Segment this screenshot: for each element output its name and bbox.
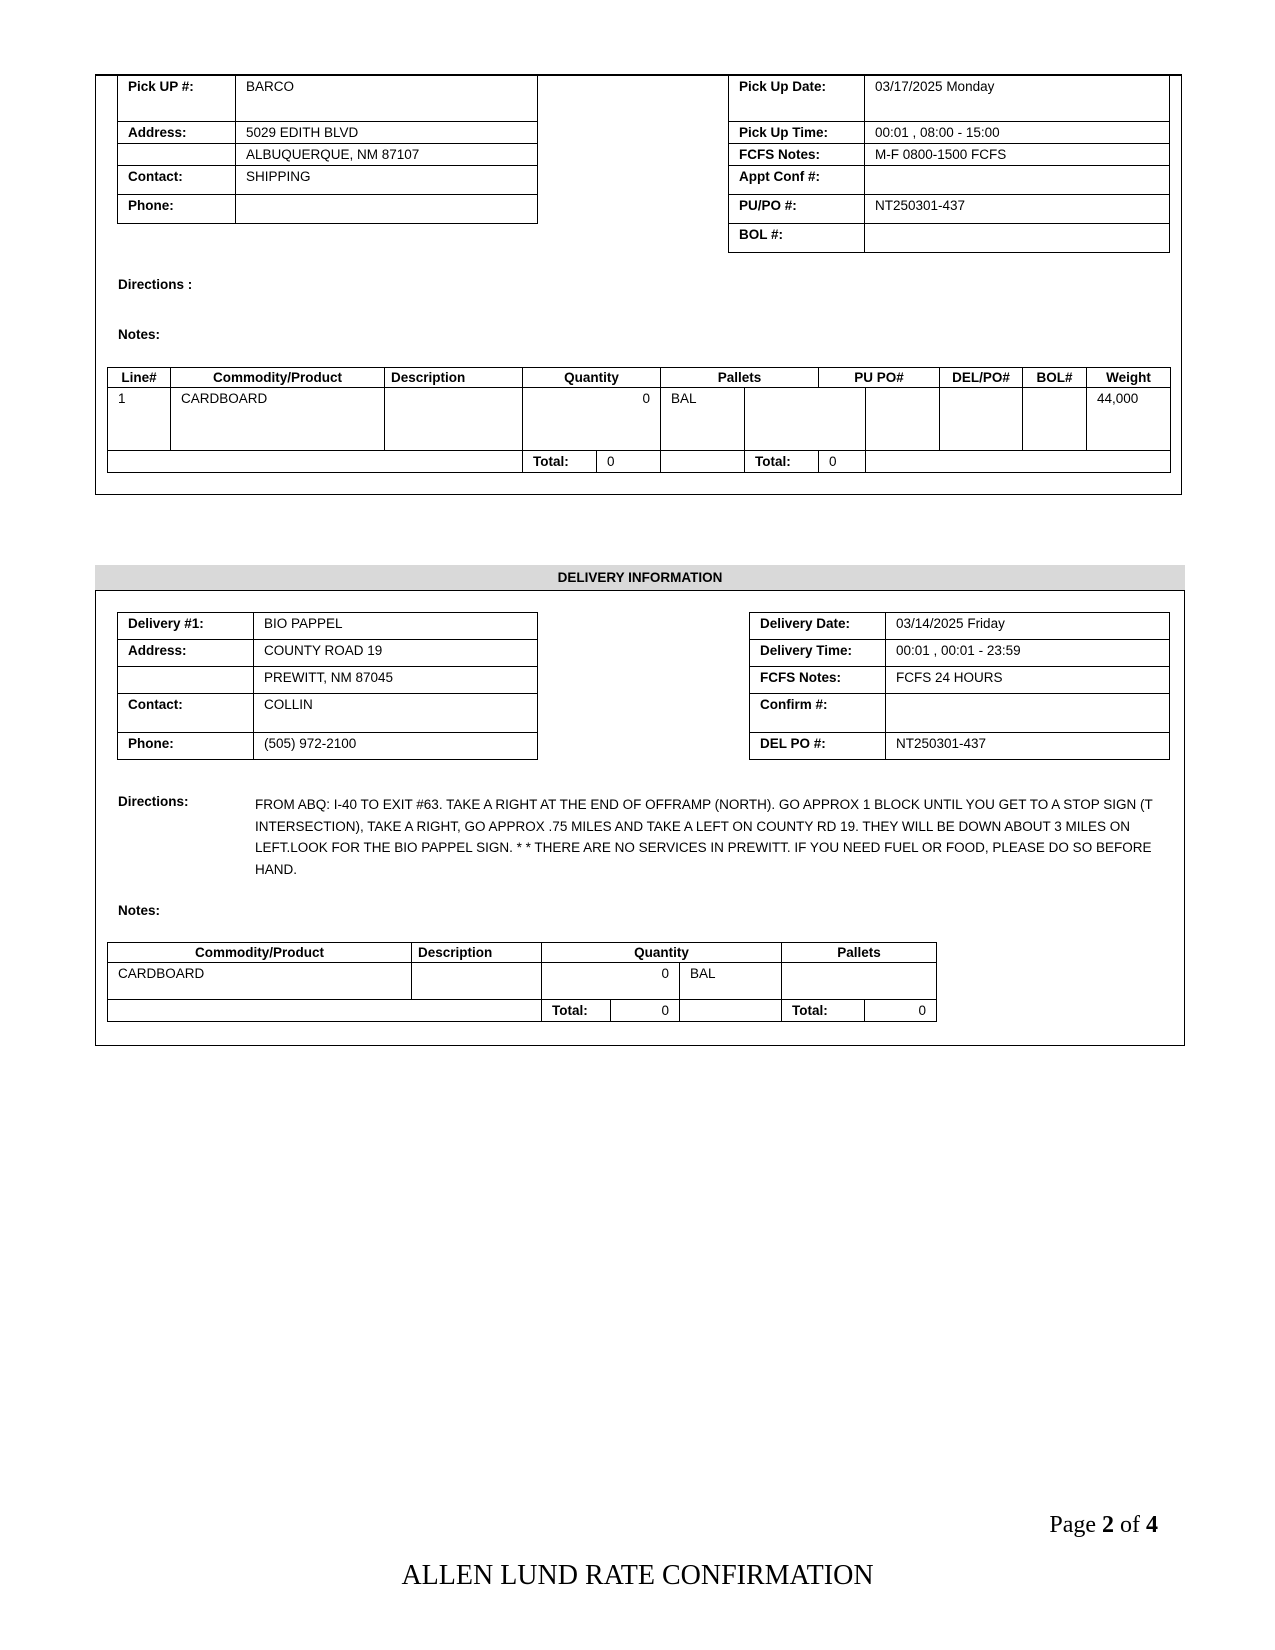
page-number — [1049, 1512, 1158, 1539]
pickup-address-label: Address: — [118, 122, 236, 144]
pickup-address-line2: ALBUQUERQUE, NM 87107 — [236, 144, 538, 166]
totals-right-spacer — [866, 451, 1171, 473]
pickup-contact-label: Contact: — [118, 166, 236, 195]
col-header-del-po: DEL/PO# — [940, 368, 1023, 388]
delivery-contact-value: COLLIN — [254, 694, 538, 733]
pickup-number-value: BARCO — [236, 76, 538, 122]
row-pallets — [745, 388, 866, 451]
delivery-directions-text: FROM ABQ: I-40 TO EXIT #63. TAKE A RIGHT AT THE END OF OFFRAMP (NORTH). GO APPROX 1 BLOCK UNTIL YOU GET TO A STOP SIGN (T INTERSECTION), TAKE A RIGHT, GO APPROX .75 MILES AND TAKE A LEFT ON COUNTY RD 19. THEY WILL BE DOWN ABOUT 3 MILES ON LEFT.LOOK FOR THE BIO PAPPEL SIGN. * * THERE ARE NO SERVICES IN PREWITT. IF YOU NEED FUEL OR FOOD, PLEASE DO SO BEFORE HAND. — [255, 797, 1153, 877]
delivery-contact-label: Contact: — [118, 694, 254, 733]
dcol-header-quantity: Quantity — [542, 943, 782, 963]
drow-commodity: CARDBOARD — [108, 963, 412, 1000]
col-header-pu-po: PU PO# — [819, 368, 940, 388]
dpallets-total-label: Total: — [782, 1000, 865, 1022]
delivery-confirm-value — [886, 694, 1170, 733]
pickup-phone-label: Phone: — [118, 195, 236, 224]
pickup-notes-label: Notes: — [118, 327, 161, 342]
delivery-po-value: NT250301-437 — [886, 733, 1170, 760]
pickup-appt-value — [865, 166, 1170, 195]
delivery-number-value: BIO PAPPEL — [254, 613, 538, 640]
page-of: of — [1114, 1512, 1146, 1538]
row-quantity: 0 — [523, 388, 661, 451]
page-current: 2 — [1102, 1512, 1114, 1538]
table-row — [108, 388, 1171, 451]
pickup-time-value: 00:01 , 08:00 - 15:00 — [865, 122, 1170, 144]
pickup-bol-label: BOL #: — [729, 224, 865, 253]
delivery-address-label: Address: — [118, 640, 254, 667]
dtotals-spacer — [108, 1000, 542, 1022]
drow-quantity: 0 — [542, 963, 680, 1000]
drow-unit: BAL — [680, 963, 782, 1000]
delivery-time-value: 00:01 , 00:01 - 23:59 — [886, 640, 1170, 667]
pickup-time-label: Pick Up Time: — [729, 122, 865, 144]
pallets-total-label: Total: — [745, 451, 819, 473]
col-header-bol: BOL# — [1023, 368, 1087, 388]
dcol-header-commodity: Commodity/Product — [108, 943, 412, 963]
dunit-total-blank — [680, 1000, 782, 1022]
dcol-header-pallets: Pallets — [782, 943, 937, 963]
delivery-address-line1: COUNTY ROAD 19 — [254, 640, 538, 667]
delivery-left-table — [117, 612, 538, 760]
delivery-confirm-label: Confirm #: — [750, 694, 886, 733]
pickup-contact-value: SHIPPING — [236, 166, 538, 195]
row-description — [385, 388, 523, 451]
unit-total-blank — [661, 451, 745, 473]
pallets-total-value: 0 — [819, 451, 866, 473]
page-total: 4 — [1146, 1512, 1158, 1538]
delivery-number-label: Delivery #1: — [118, 613, 254, 640]
col-header-line: Line# — [108, 368, 171, 388]
document-title: ALLEN LUND RATE CONFIRMATION — [401, 1560, 874, 1591]
table-row — [108, 963, 937, 1000]
pickup-po-label: PU/PO #: — [729, 195, 865, 224]
col-header-commodity: Commodity/Product — [171, 368, 385, 388]
qty-total-value: 0 — [597, 451, 661, 473]
delivery-right-table — [749, 612, 1170, 760]
totals-row — [108, 1000, 937, 1022]
qty-total-label: Total: — [523, 451, 597, 473]
delivery-po-label: DEL PO #: — [750, 733, 886, 760]
pickup-fcfs-label: FCFS Notes: — [729, 144, 865, 166]
dpallets-total-value: 0 — [865, 1000, 937, 1022]
pickup-left-table — [117, 75, 538, 224]
delivery-fcfs-label: FCFS Notes: — [750, 667, 886, 694]
delivery-directions-label: Directions: — [118, 794, 189, 809]
pickup-po-value: NT250301-437 — [865, 195, 1170, 224]
pickup-address-line1: 5029 EDITH BLVD — [236, 122, 538, 144]
pickup-directions-label: Directions : — [118, 277, 193, 292]
pickup-appt-label: Appt Conf #: — [729, 166, 865, 195]
pickup-right-table — [728, 75, 1170, 253]
row-line: 1 — [108, 388, 171, 451]
delivery-notes-label: Notes: — [118, 903, 161, 918]
pickup-phone-value — [236, 195, 538, 224]
delivery-section-title: DELIVERY INFORMATION — [95, 565, 1185, 591]
delivery-phone-label: Phone: — [118, 733, 254, 760]
delivery-commodity-table — [107, 942, 937, 1022]
totals-row — [108, 451, 1171, 473]
drow-pallets — [782, 963, 937, 1000]
pickup-number-label: Pick UP #: — [118, 76, 236, 122]
delivery-time-label: Delivery Time: — [750, 640, 886, 667]
row-unit: BAL — [661, 388, 745, 451]
row-pu-po — [866, 388, 940, 451]
pickup-commodity-table — [107, 367, 1171, 473]
row-commodity: CARDBOARD — [171, 388, 385, 451]
row-del-po — [940, 388, 1023, 451]
delivery-address-line2: PREWITT, NM 87045 — [254, 667, 538, 694]
delivery-fcfs-value: FCFS 24 HOURS — [886, 667, 1170, 694]
page-prefix: Page — [1049, 1512, 1102, 1538]
col-header-description: Description — [385, 368, 523, 388]
pickup-fcfs-value: M-F 0800-1500 FCFS — [865, 144, 1170, 166]
dcol-header-description: Description — [412, 943, 542, 963]
delivery-date-label: Delivery Date: — [750, 613, 886, 640]
dqty-total-label: Total: — [542, 1000, 611, 1022]
col-header-quantity: Quantity — [523, 368, 661, 388]
col-header-weight: Weight — [1087, 368, 1171, 388]
pickup-address-blank-label — [118, 144, 236, 166]
row-bol — [1023, 388, 1087, 451]
delivery-date-value: 03/14/2025 Friday — [886, 613, 1170, 640]
drow-description — [412, 963, 542, 1000]
totals-spacer — [108, 451, 523, 473]
delivery-address-blank-label — [118, 667, 254, 694]
col-header-pallets: Pallets — [661, 368, 819, 388]
delivery-phone-value: (505) 972-2100 — [254, 733, 538, 760]
pickup-date-label: Pick Up Date: — [729, 76, 865, 122]
pickup-bol-value — [865, 224, 1170, 253]
row-weight: 44,000 — [1087, 388, 1171, 451]
pickup-date-value: 03/17/2025 Monday — [865, 76, 1170, 122]
dqty-total-value: 0 — [611, 1000, 680, 1022]
